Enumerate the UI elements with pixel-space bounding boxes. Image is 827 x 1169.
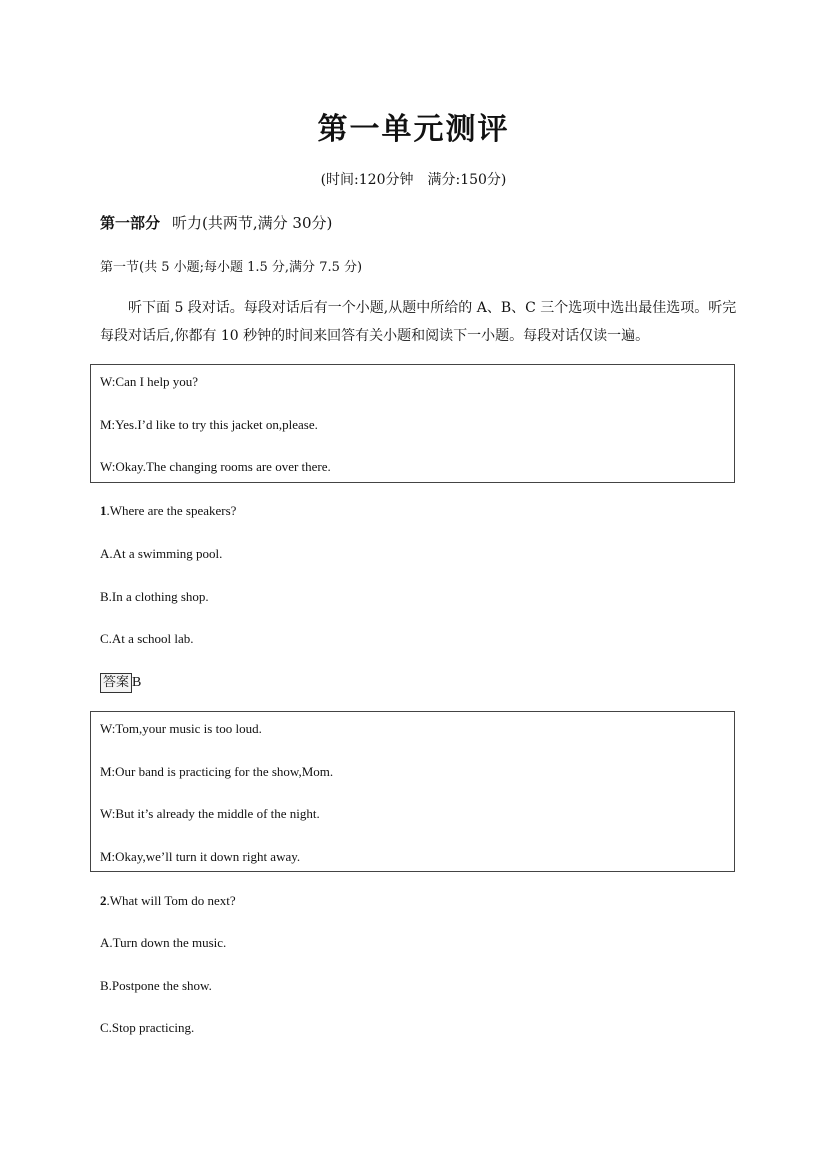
dialog-line: M:Okay,we’ll turn it down right away. xyxy=(100,848,301,864)
dialog-line: W:Can I help you? xyxy=(100,374,199,389)
option-b: B.In a clothing shop. xyxy=(100,589,209,604)
option-a: A.Turn down the music. xyxy=(100,935,227,950)
part-label: 第一部分 xyxy=(100,214,161,232)
option-b: B.Postpone the show. xyxy=(100,978,212,993)
page-title: 第一单元测评 xyxy=(317,112,510,147)
question-text: .Where are the speakers? xyxy=(106,503,237,518)
question-number: 1 xyxy=(100,503,107,518)
instructions: 听下面 5 段对话。每段对话后有一个小题,从题中所给的 A、B、C 三个选项中选出最佳选项。听完每段对话后,你都有 10 秒钟的时间来回答有关小题和阅读下一小题。每段对话仅读一遍。 xyxy=(100,300,737,344)
answer-1 xyxy=(100,673,141,693)
dialog-line: M:Yes.I’d like to try this jacket on,please. xyxy=(100,416,318,432)
answer-value: B xyxy=(132,675,142,690)
answer-tag: 答案 xyxy=(100,673,132,693)
question-number: 2 xyxy=(100,893,107,908)
question-2 xyxy=(100,893,236,909)
dialog-line: W:Tom,your music is too loud. xyxy=(100,721,262,736)
dialog-line: M:Our band is practicing for the show,Mom. xyxy=(100,763,334,779)
part-description: 听力(共两节,满分 30分) xyxy=(172,214,333,232)
section-heading: 第一节(共 5 小题;每小题 1.5 分,满分 7.5 分) xyxy=(100,260,363,275)
dialog-line: W:But it’s already the middle of the night. xyxy=(100,806,320,821)
part-heading xyxy=(100,212,332,233)
dialog-box-2 xyxy=(90,711,735,872)
option-c: C.At a school lab. xyxy=(100,631,194,646)
exam-time-info: (时间:120分钟 满分:150分) xyxy=(320,172,507,188)
option-c: C.Stop practicing. xyxy=(100,1020,195,1035)
question-1 xyxy=(100,503,236,519)
question-text: .What will Tom do next? xyxy=(106,893,236,908)
dialog-line: W:Okay.The changing rooms are over there. xyxy=(100,459,331,474)
option-a: A.At a swimming pool. xyxy=(100,546,223,561)
dialog-box-1 xyxy=(90,364,735,483)
